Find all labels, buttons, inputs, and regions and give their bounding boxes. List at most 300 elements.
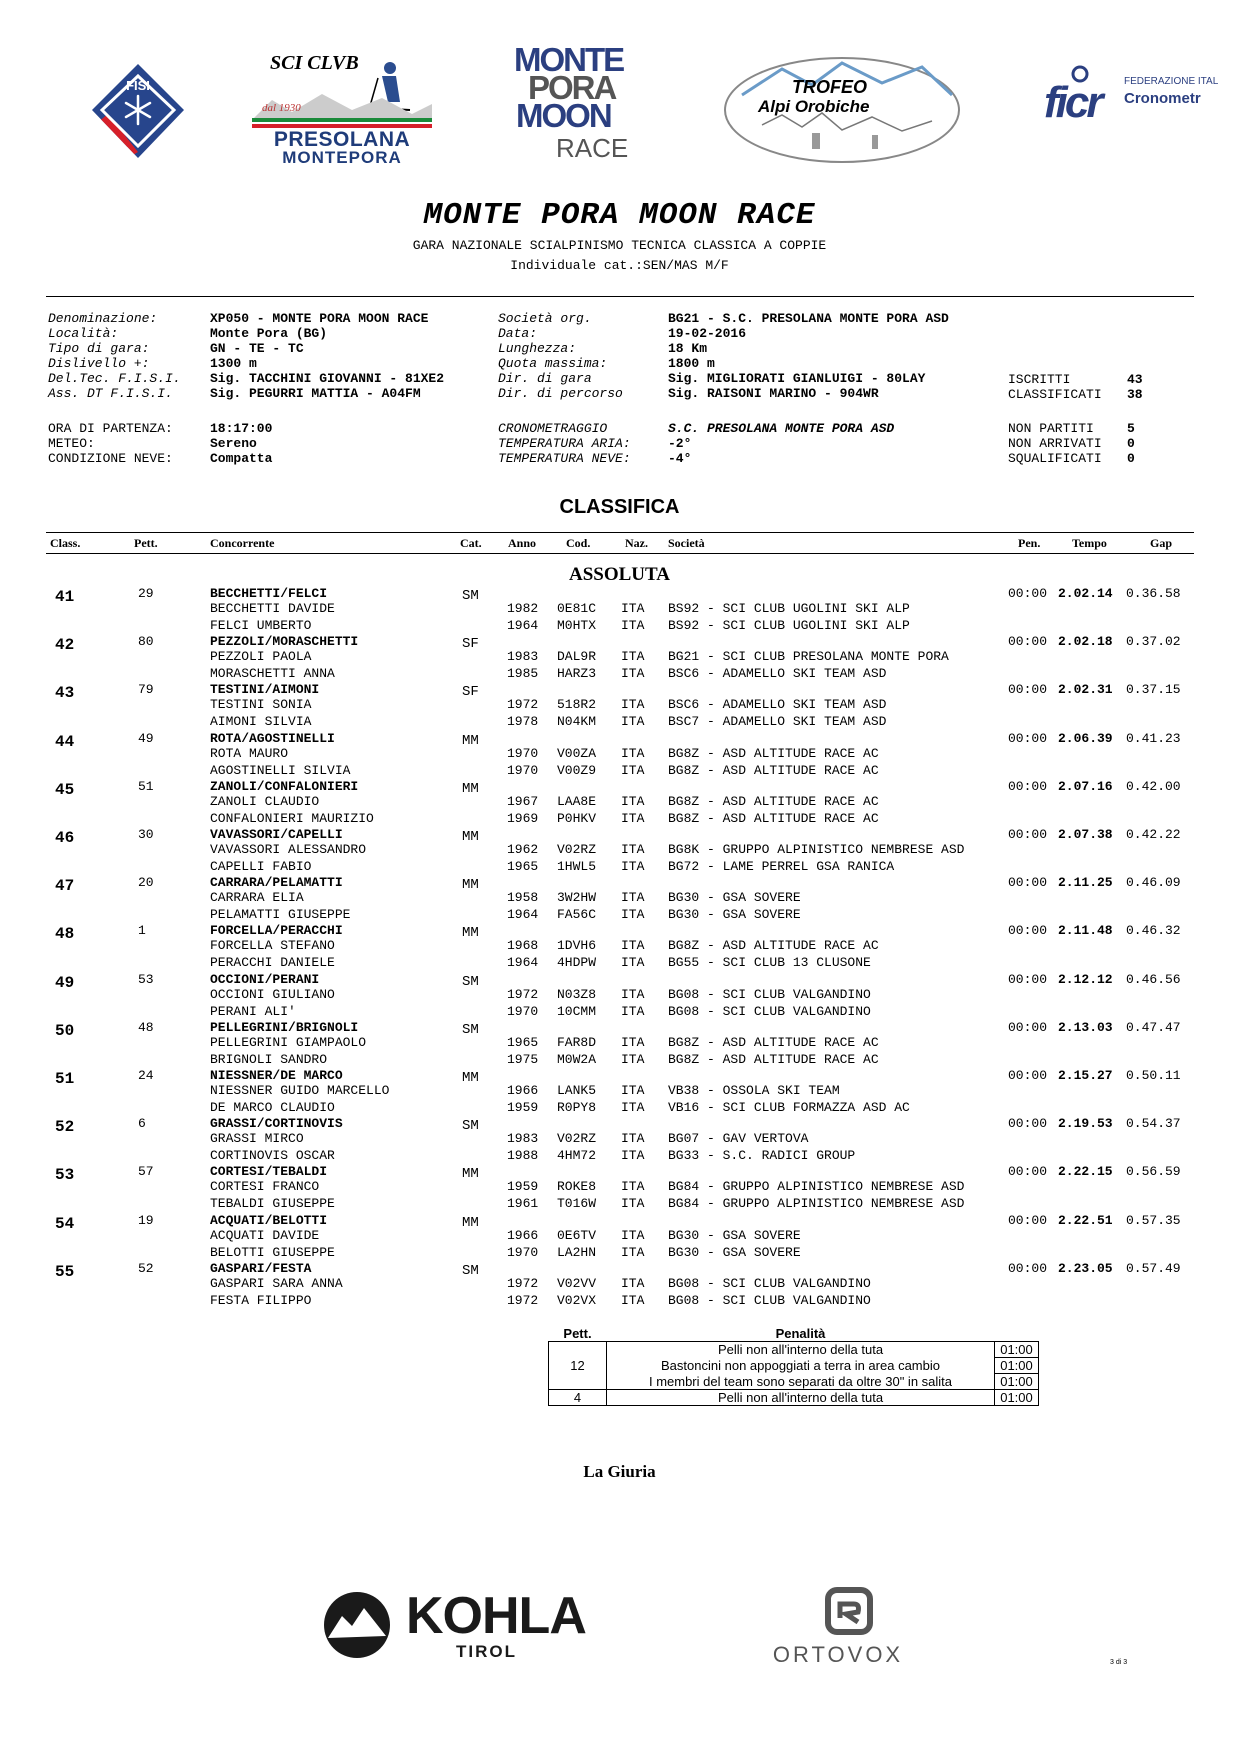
page-subtitle-2: Individuale cat.:SEN/MAS M/F	[510, 258, 729, 273]
team-rank: 44	[55, 732, 75, 751]
athlete-nation: ITA	[621, 714, 645, 730]
trofeo-line2: Alpi Orobiche	[758, 97, 870, 116]
athlete-code: 4HDPW	[557, 955, 597, 971]
athlete-name: FORCELLA STEFANO	[210, 938, 335, 954]
team-penalty: 00:00	[1008, 1019, 1048, 1035]
athlete-year: 1985	[507, 666, 539, 682]
athlete-nation: ITA	[621, 1196, 645, 1212]
team-name: PELLEGRINI/BRIGNOLI	[210, 1019, 359, 1035]
athlete-year: 1970	[507, 745, 539, 761]
penalty-time: 01:00	[995, 1342, 1039, 1358]
team-bib: 49	[138, 730, 154, 746]
team-category: MM	[462, 925, 479, 942]
athlete-year: 1970	[507, 1003, 539, 1019]
kohla-text: KOHLA	[406, 1587, 586, 1645]
team-penalty: 00:00	[1008, 827, 1048, 842]
team-gap: 0.57.35	[1126, 1212, 1181, 1228]
team-bib: 1	[138, 923, 146, 939]
athlete-name: PELAMATTI GIUSEPPE	[210, 907, 351, 923]
athlete-name: OCCIONI GIULIANO	[210, 986, 335, 1002]
team-category: SM	[462, 973, 479, 990]
team-row	[0, 779, 1239, 827]
team-time: 2.11.25	[1058, 875, 1113, 891]
athlete-nation: ITA	[621, 1292, 645, 1308]
penalty-time: 01:00	[995, 1390, 1039, 1406]
athlete-code: M0HTX	[557, 618, 597, 633]
penalty-time: 01:00	[995, 1374, 1039, 1390]
team-row	[0, 731, 1239, 779]
info-col2-values: BG21 - S.C. PRESOLANA MONTE PORA ASD 19-02-2016 18 Km 1800 m Sig. MIGLIORATI GIANLUIGI - 80LAY Sig. RAISONI MARINO - 904WR	[668, 311, 949, 401]
athlete-code: 1DVH6	[557, 938, 597, 954]
athlete-name: VAVASSORI ALESSANDRO	[210, 842, 367, 857]
athlete-nation: ITA	[621, 762, 645, 778]
team-gap: 0.46.56	[1126, 971, 1181, 987]
team-gap: 0.46.32	[1126, 923, 1181, 939]
penalty-table	[548, 1326, 1039, 1406]
page-number: 3 di 3	[1110, 1659, 1128, 1666]
athlete-year: 1978	[507, 714, 539, 730]
athlete-nation: ITA	[621, 649, 645, 665]
team-rank: 43	[55, 684, 75, 703]
team-time: 2.13.03	[1058, 1019, 1113, 1035]
athlete-year: 1970	[507, 1244, 539, 1260]
athlete-club: BG30 - GSA SOVERE	[668, 890, 801, 906]
athlete-code: DAL9R	[557, 649, 597, 665]
team-category: MM	[462, 1166, 479, 1183]
team-gap: 0.42.22	[1126, 827, 1181, 842]
col-header-naz: Naz.	[625, 536, 648, 550]
athlete-year: 1966	[507, 1227, 539, 1243]
athlete-nation: ITA	[621, 745, 645, 761]
team-rank: 45	[55, 780, 75, 799]
athlete-code: FAR8D	[557, 1034, 597, 1050]
athlete-nation: ITA	[621, 955, 645, 971]
team-category: MM	[462, 877, 479, 894]
team-category: SM	[462, 1118, 479, 1135]
info-col1-values: XP050 - MONTE PORA MOON RACE Monte Pora (BG) GN - TE - TC 1300 m Sig. TACCHINI GIOVANNI - 81XE2 Sig. PEGURRI MATTIA - A04FM	[210, 311, 445, 401]
penalty-col-penalita: Penalità	[775, 1326, 826, 1341]
athlete-code: V00ZA	[557, 745, 597, 761]
team-name: GRASSI/CORTINOVIS	[210, 1116, 343, 1132]
page-subtitle-1: GARA NAZIONALE SCIALPINISMO TECNICA CLASSICA A COPPIE	[412, 238, 827, 253]
team-row	[0, 1213, 1239, 1261]
athlete-name: ZANOLI CLAUDIO	[210, 793, 320, 809]
team-bib: 48	[138, 1019, 154, 1035]
info-col2-labels: Società org. Data: Lunghezza: Quota massima: Dir. di gara Dir. di percorso	[498, 311, 623, 401]
team-row	[0, 875, 1239, 923]
athlete-code: V02VX	[557, 1292, 597, 1308]
athlete-nation: ITA	[621, 601, 645, 616]
team-bib: 30	[138, 827, 154, 842]
classifica-title: CLASSIFICA	[559, 496, 680, 518]
kohla-subtext: TIROL	[456, 1642, 517, 1661]
team-bib: 6	[138, 1116, 146, 1132]
team-rank: 50	[55, 1021, 75, 1040]
athlete-nation: ITA	[621, 1100, 645, 1115]
team-rank: 52	[55, 1118, 75, 1137]
athlete-name: CONFALONIERI MAURIZIO	[210, 810, 374, 826]
team-penalty: 00:00	[1008, 923, 1048, 939]
info-col3-values: 43 38	[1127, 372, 1143, 402]
athlete-year: 1966	[507, 1083, 539, 1098]
team-name: FORCELLA/PERACCHI	[210, 923, 343, 939]
col-header-concorrente: Concorrente	[210, 536, 275, 550]
athlete-nation: ITA	[621, 1227, 645, 1243]
athlete-nation: ITA	[621, 810, 645, 826]
athlete-year: 1975	[507, 1051, 539, 1067]
athlete-year: 1969	[507, 810, 539, 826]
athlete-code: LA2HN	[557, 1244, 597, 1260]
ortovox-logo	[748, 1586, 928, 1666]
athlete-club: BG21 - SCI CLUB PRESOLANA MONTE PORA	[668, 649, 949, 665]
athlete-year: 1970	[507, 762, 539, 778]
athlete-name: BRIGNOLI SANDRO	[210, 1051, 328, 1067]
team-penalty: 00:00	[1008, 730, 1048, 746]
moon-line3: MOON	[516, 97, 611, 134]
athlete-name: PELLEGRINI GIAMPAOLO	[210, 1034, 367, 1050]
team-penalty: 00:00	[1008, 875, 1048, 891]
team-category: MM	[462, 780, 479, 797]
athlete-nation: ITA	[621, 1051, 645, 1067]
athlete-name: GASPARI SARA ANNA	[210, 1275, 343, 1291]
athlete-club: BG08 - SCI CLUB VALGANDINO	[668, 986, 871, 1002]
table-header-rule	[46, 553, 1194, 554]
team-name: OCCIONI/PERANI	[210, 971, 320, 987]
team-time: 2.07.38	[1058, 827, 1113, 842]
col-header-tempo: Tempo	[1072, 536, 1107, 550]
athlete-code: LANK5	[557, 1083, 597, 1098]
sci-club-line3: MONTEPORA	[282, 148, 402, 167]
team-row	[0, 634, 1239, 682]
kohla-logo	[322, 1586, 622, 1666]
athlete-club: BG07 - GAV VERTOVA	[668, 1131, 809, 1147]
team-time: 2.15.27	[1058, 1068, 1113, 1083]
team-bib: 19	[138, 1212, 154, 1228]
athlete-year: 1961	[507, 1196, 539, 1212]
team-row	[0, 1068, 1239, 1116]
team-penalty: 00:00	[1008, 1212, 1048, 1228]
athlete-name: ACQUATI DAVIDE	[210, 1227, 320, 1243]
table-top-rule	[46, 532, 1194, 533]
col-header-pett: Pett.	[134, 536, 158, 550]
team-category: MM	[462, 829, 479, 845]
athlete-code: M0W2A	[557, 1051, 597, 1067]
team-name: NIESSNER/DE MARCO	[210, 1068, 343, 1083]
team-bib: 53	[138, 971, 154, 987]
athlete-year: 1965	[507, 859, 539, 874]
team-category: SM	[462, 1021, 479, 1038]
info-col1b-values: 18:17:00 Sereno Compatta	[210, 421, 273, 466]
col-header-societa: Società	[668, 536, 705, 550]
team-row	[0, 1116, 1239, 1164]
team-name: CARRARA/PELAMATTI	[210, 875, 343, 891]
athlete-club: VB16 - SCI CLUB FORMAZZA ASD AC	[668, 1100, 910, 1115]
team-row	[0, 1164, 1239, 1212]
athlete-club: BS92 - SCI CLUB UGOLINI SKI ALP	[668, 601, 910, 616]
team-gap: 0.50.11	[1126, 1068, 1181, 1083]
athlete-club: BG33 - S.C. RADICI GROUP	[668, 1148, 856, 1164]
team-time: 2.12.12	[1058, 971, 1113, 987]
penalty-description: Pelli non all'interno della tuta	[607, 1390, 995, 1406]
athlete-year: 1983	[507, 1131, 539, 1147]
sci-club-line2: PRESOLANA	[273, 128, 411, 151]
athlete-club: BG8Z - ASD ALTITUDE RACE AC	[668, 762, 879, 778]
athlete-name: DE MARCO CLAUDIO	[210, 1100, 335, 1115]
athlete-nation: ITA	[621, 859, 645, 874]
divider	[46, 296, 1194, 297]
athlete-name: CORTESI FRANCO	[210, 1179, 320, 1195]
athlete-code: V02VV	[557, 1275, 597, 1291]
team-penalty: 00:00	[1008, 1116, 1048, 1132]
athlete-name: CARRARA ELIA	[210, 890, 304, 906]
team-time: 2.11.48	[1058, 923, 1113, 939]
athlete-code: LAA8E	[557, 793, 597, 809]
team-name: ZANOLI/CONFALONIERI	[210, 778, 359, 794]
athlete-nation: ITA	[621, 618, 645, 633]
team-category: SF	[462, 684, 479, 701]
ortovox-icon	[824, 1586, 874, 1638]
team-gap: 0.37.02	[1126, 634, 1181, 650]
athlete-club: BG8K - GRUPPO ALPINISTICO NEMBRESE ASD	[668, 842, 965, 857]
athlete-nation: ITA	[621, 1275, 645, 1291]
athlete-code: P0HKV	[557, 810, 597, 826]
ficr-logo	[1036, 64, 1236, 144]
athlete-club: BG8Z - ASD ALTITUDE RACE AC	[668, 1034, 879, 1050]
athlete-year: 1958	[507, 890, 539, 906]
athlete-nation: ITA	[621, 907, 645, 923]
ortovox-text: ORTOVOX	[772, 1642, 904, 1667]
athlete-year: 1972	[507, 986, 539, 1002]
sci-club-dal: dal 1930	[262, 102, 301, 114]
athlete-nation: ITA	[621, 1083, 645, 1098]
athlete-nation: ITA	[621, 1034, 645, 1050]
athlete-name: TEBALDI GIUSEPPE	[210, 1196, 335, 1212]
team-penalty: 00:00	[1008, 586, 1048, 601]
team-category: MM	[462, 732, 479, 749]
team-category: SM	[462, 588, 479, 604]
athlete-name: MORASCHETTI ANNA	[210, 666, 335, 682]
team-gap: 0.47.47	[1126, 1019, 1181, 1035]
page-title: MONTE PORA MOON RACE	[423, 198, 816, 233]
athlete-club: BG30 - GSA SOVERE	[668, 1244, 801, 1260]
penalty-bib: 4	[549, 1390, 607, 1406]
moon-line2: PORA	[528, 69, 616, 106]
team-gap: 0.41.23	[1126, 730, 1181, 746]
info-col2b-labels: CRONOMETRAGGIO TEMPERATURA ARIA: TEMPERATURA NEVE:	[498, 421, 631, 466]
athlete-code: T016W	[557, 1196, 597, 1212]
athlete-code: HARZ3	[557, 666, 597, 682]
info-col3b-labels: NON PARTITI NON ARRIVATI SQUALIFICATI	[1008, 421, 1102, 466]
athlete-club: BG84 - GRUPPO ALPINISTICO NEMBRESE ASD	[668, 1179, 965, 1195]
team-name: VAVASSORI/CAPELLI	[210, 827, 343, 842]
athlete-code: 1HWL5	[557, 859, 597, 874]
team-gap: 0.46.09	[1126, 875, 1181, 891]
team-time: 2.06.39	[1058, 730, 1113, 746]
athlete-name: NIESSNER GUIDO MARCELLO	[210, 1083, 390, 1098]
athlete-nation: ITA	[621, 793, 645, 809]
athlete-nation: ITA	[621, 1148, 645, 1164]
athlete-club: BG08 - SCI CLUB VALGANDINO	[668, 1003, 871, 1019]
athlete-nation: ITA	[621, 666, 645, 682]
athlete-nation: ITA	[621, 1003, 645, 1019]
trofeo-logo	[722, 55, 962, 165]
athlete-name: TESTINI SONIA	[210, 697, 312, 713]
team-time: 2.22.15	[1058, 1164, 1113, 1180]
ficr-line1: FEDERAZIONE ITAL	[1124, 76, 1219, 87]
team-gap: 0.56.59	[1126, 1164, 1181, 1180]
athlete-club: BG8Z - ASD ALTITUDE RACE AC	[668, 1051, 879, 1067]
team-bib: 79	[138, 682, 154, 698]
athlete-nation: ITA	[621, 842, 645, 857]
athlete-name: PEZZOLI PAOLA	[210, 649, 312, 665]
team-bib: 80	[138, 634, 154, 650]
athlete-code: 0E6TV	[557, 1227, 597, 1243]
athlete-name: AIMONI SILVIA	[210, 714, 312, 730]
team-time: 2.02.14	[1058, 586, 1113, 601]
team-time: 2.02.18	[1058, 634, 1113, 650]
athlete-code: V00Z9	[557, 762, 597, 778]
athlete-club: BS92 - SCI CLUB UGOLINI SKI ALP	[668, 618, 910, 633]
athlete-year: 1968	[507, 938, 539, 954]
team-name: ACQUATI/BELOTTI	[210, 1212, 328, 1228]
team-time: 2.19.53	[1058, 1116, 1113, 1132]
athlete-code: ROKE8	[557, 1179, 597, 1195]
athlete-year: 1988	[507, 1148, 539, 1164]
team-name: TESTINI/AIMONI	[210, 682, 320, 698]
athlete-year: 1982	[507, 601, 539, 616]
team-row	[0, 827, 1239, 875]
sci-club-line1: SCI CLVB	[270, 52, 359, 74]
col-header-anno: Anno	[508, 536, 537, 550]
info-col2b-value1: S.C. PRESOLANA MONTE PORA ASD	[668, 421, 895, 436]
team-rank: 47	[55, 877, 75, 896]
athlete-club: BG8Z - ASD ALTITUDE RACE AC	[668, 938, 879, 954]
athlete-club: BSC7 - ADAMELLO SKI TEAM ASD	[668, 714, 887, 730]
team-rank: 49	[55, 973, 75, 992]
info-col1-labels: Denominazione: Località: Tipo di gara: Dislivello +: Del.Tec. F.I.S.I. Ass. DT F.I.S.I.	[48, 311, 181, 401]
athlete-club: BG72 - LAME PERREL GSA RANICA	[668, 859, 895, 874]
jury-signature: La Giuria	[583, 1462, 656, 1481]
team-row	[0, 1261, 1239, 1309]
team-row	[0, 1020, 1239, 1068]
team-penalty: 00:00	[1008, 634, 1048, 650]
athlete-code: R0PY8	[557, 1100, 597, 1115]
team-bib: 51	[138, 778, 154, 794]
athlete-year: 1962	[507, 842, 539, 857]
col-header-cod: Cod.	[566, 536, 591, 550]
athlete-club: BG8Z - ASD ALTITUDE RACE AC	[668, 810, 879, 826]
col-header-gap: Gap	[1150, 536, 1173, 550]
athlete-code: 10CMM	[557, 1003, 597, 1019]
team-penalty: 00:00	[1008, 1068, 1048, 1083]
col-header-pen: Pen.	[1018, 536, 1041, 550]
athlete-name: BELOTTI GIUSEPPE	[210, 1244, 335, 1260]
team-bib: 52	[138, 1260, 154, 1276]
trofeo-line1: TROFEO	[792, 77, 867, 97]
team-penalty: 00:00	[1008, 1260, 1048, 1276]
athlete-name: AGOSTINELLI SILVIA	[210, 762, 351, 778]
athlete-club: BG8Z - ASD ALTITUDE RACE AC	[668, 793, 879, 809]
athlete-nation: ITA	[621, 986, 645, 1002]
ficr-wordmark: ficr	[1044, 78, 1101, 127]
athlete-code: FA56C	[557, 907, 597, 923]
team-rank: 51	[55, 1070, 75, 1088]
athlete-club: BG30 - GSA SOVERE	[668, 1227, 801, 1243]
athlete-club: VB38 - OSSOLA SKI TEAM	[668, 1083, 840, 1098]
athlete-code: V02RZ	[557, 842, 597, 857]
fisi-text: FISI	[126, 78, 150, 93]
athlete-club: BG8Z - ASD ALTITUDE RACE AC	[668, 745, 879, 761]
team-rank: 42	[55, 636, 75, 655]
athlete-name: BECCHETTI DAVIDE	[210, 601, 335, 616]
athlete-year: 1964	[507, 955, 539, 971]
info-col2b-value2: -2° -4°	[668, 436, 692, 466]
team-category: MM	[462, 1070, 479, 1086]
col-header-class: Class.	[50, 536, 81, 550]
athlete-year: 1959	[507, 1100, 539, 1115]
athlete-club: BSC6 - ADAMELLO SKI TEAM ASD	[668, 697, 887, 713]
team-row	[0, 586, 1239, 634]
team-row	[0, 923, 1239, 971]
team-time: 2.07.16	[1058, 778, 1113, 794]
team-penalty: 00:00	[1008, 971, 1048, 987]
team-name: GASPARI/FESTA	[210, 1260, 312, 1276]
athlete-name: CAPELLI FABIO	[210, 859, 312, 874]
athlete-nation: ITA	[621, 1179, 645, 1195]
athlete-nation: ITA	[621, 1244, 645, 1260]
fisi-logo	[88, 62, 188, 162]
team-row	[0, 682, 1239, 730]
athlete-code: 0E81C	[557, 601, 597, 616]
team-penalty: 00:00	[1008, 1164, 1048, 1180]
athlete-name: PERACCHI DANIELE	[210, 955, 335, 971]
team-rank: 48	[55, 925, 75, 944]
athlete-club: BG30 - GSA SOVERE	[668, 907, 801, 923]
athlete-club: BG08 - SCI CLUB VALGANDINO	[668, 1275, 871, 1291]
athlete-year: 1959	[507, 1179, 539, 1195]
athlete-name: GRASSI MIRCO	[210, 1131, 304, 1147]
team-gap: 0.42.00	[1126, 778, 1181, 794]
athlete-year: 1983	[507, 649, 539, 665]
moon-race-logo	[512, 41, 652, 171]
team-bib: 29	[138, 586, 154, 601]
penalty-time: 01:00	[995, 1358, 1039, 1374]
athlete-club: BSC6 - ADAMELLO SKI TEAM ASD	[668, 666, 887, 682]
athlete-year: 1972	[507, 1292, 539, 1308]
athlete-year: 1967	[507, 793, 539, 809]
penalty-description: Bastoncini non appoggiati a terra in area cambio	[607, 1358, 995, 1374]
team-name: BECCHETTI/FELCI	[210, 586, 328, 601]
team-bib: 24	[138, 1068, 154, 1083]
team-name: CORTESI/TEBALDI	[210, 1164, 328, 1180]
athlete-nation: ITA	[621, 1131, 645, 1147]
athlete-name: PERANI ALI'	[210, 1003, 296, 1019]
team-rank: 54	[55, 1214, 75, 1233]
team-rank: 53	[55, 1166, 75, 1185]
athlete-year: 1972	[507, 697, 539, 713]
info-col1b-labels: ORA DI PARTENZA: METEO: CONDIZIONE NEVE:	[48, 421, 173, 466]
ficr-line2: Cronometr	[1124, 90, 1201, 107]
section-title: ASSOLUTA	[568, 564, 670, 585]
penalty-description: Pelli non all'interno della tuta	[607, 1342, 995, 1358]
team-row	[0, 972, 1239, 1020]
penalty-description: I membri del team sono separati da oltre 30" in salita	[607, 1374, 995, 1390]
col-header-cat: Cat.	[460, 536, 482, 550]
team-gap: 0.57.49	[1126, 1260, 1181, 1276]
athlete-code: 518R2	[557, 697, 597, 713]
athlete-year: 1964	[507, 618, 539, 633]
athlete-year: 1964	[507, 907, 539, 923]
